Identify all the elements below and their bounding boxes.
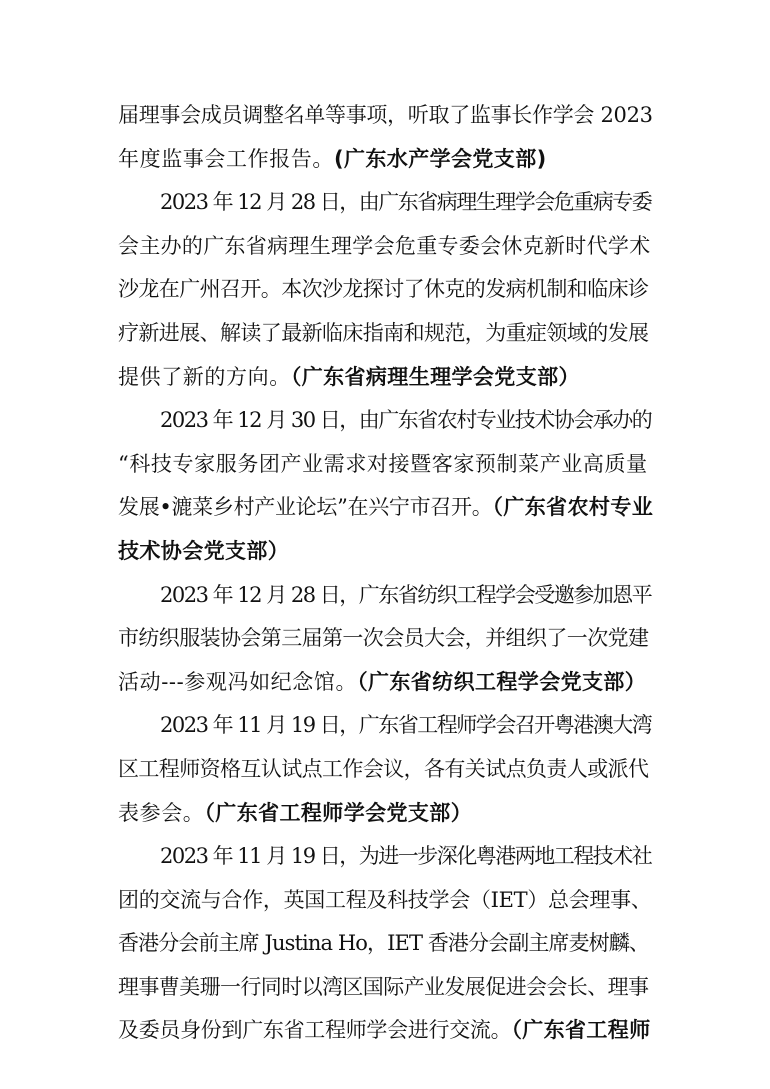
body-text: 区工程师资格互认试点工作会议，各有关试点负责人或派代 [118,756,649,781]
body-text: 2023 年 11 月 19 日，广东省工程师学会召开粤港澳大湾 [160,713,652,738]
source-attribution: （广东省农村专业 [492,495,654,520]
text-line [118,530,654,574]
text-line [118,356,654,400]
body-text: 团的交流与合作，英国工程及科技学会（IET）总会理事、 [118,887,652,912]
body-text: 2023 年 12 月 28 日，广东省纺织工程学会受邀参加恩平 [160,582,652,607]
text-line [118,748,654,792]
text-line [118,966,654,1010]
body-text: 2023 年 11 月 19 日，为进一步深化粤港两地工程技术社 [160,844,652,869]
source-attribution: 技术协会党支部） [118,538,290,563]
document-page [118,94,654,1053]
text-line [118,138,654,182]
text-line [118,181,654,225]
text-line [118,879,654,923]
text-line [118,661,654,705]
body-text: “科技专家服务团产业需求对接暨客家预制菜产业高质量 [118,451,648,476]
text-line [118,268,654,312]
source-attribution: （广东省病理生理学会党支部） [290,364,580,389]
text-line [118,94,654,138]
source-attribution: （广东省纺织工程学会党支部） [357,669,647,694]
text-line [118,704,654,748]
body-text: 理事曹美珊一行同时以湾区国际产业发展促进会会长、理事 [118,974,649,999]
body-text: 2023 年 12 月 28 日，由广东省病理生理学会危重病专委 [160,190,652,215]
text-line [118,486,654,530]
source-attribution: （广东省工程师 [511,1018,651,1043]
body-text: 发展•漉菜乡村产业论坛”在兴宁市召开。 [118,495,493,520]
text-line [118,792,654,836]
source-attribution: (广东水产学会党支部) [334,146,547,171]
text-line [118,225,654,269]
body-text: 2023 年 12 月 30 日，由广东省农村专业技术协会承办的 [160,408,652,433]
text-line [118,574,654,618]
text-line [118,443,654,487]
body-text: 活动---参观冯如纪念馆。 [118,669,358,694]
body-text: 香港分会前主席 Justina Ho，IET 香港分会副主席麦树麟、 [118,931,649,956]
text-line [118,1009,654,1053]
text-line [118,617,654,661]
body-text: 沙龙在广州召开。本次沙龙探讨了休克的发病机制和临床诊 [118,277,649,302]
text-line [118,399,654,443]
text-line [118,922,654,966]
text-line [118,835,654,879]
body-text: 及委员身份到广东省工程师学会进行交流。 [118,1018,512,1043]
source-attribution: （广东省工程师学会党支部） [204,800,473,825]
body-text: 年度监事会工作报告。 [118,146,334,171]
body-text: 疗新进展、解读了最新临床指南和规范，为重症领域的发展 [118,320,649,345]
body-text: 会主办的广东省病理生理学会危重专委会休克新时代学术 [118,233,651,258]
body-text: 届理事会成员调整名单等事项，听取了监事长作学会 2023 [118,103,653,127]
text-line [118,312,654,356]
body-text: 市纺织服装协会第三届第一次会员大会，并组织了一次党建 [118,626,649,651]
body-text: 表参会。 [118,800,205,825]
body-text: 提供了新的方向。 [118,364,291,389]
